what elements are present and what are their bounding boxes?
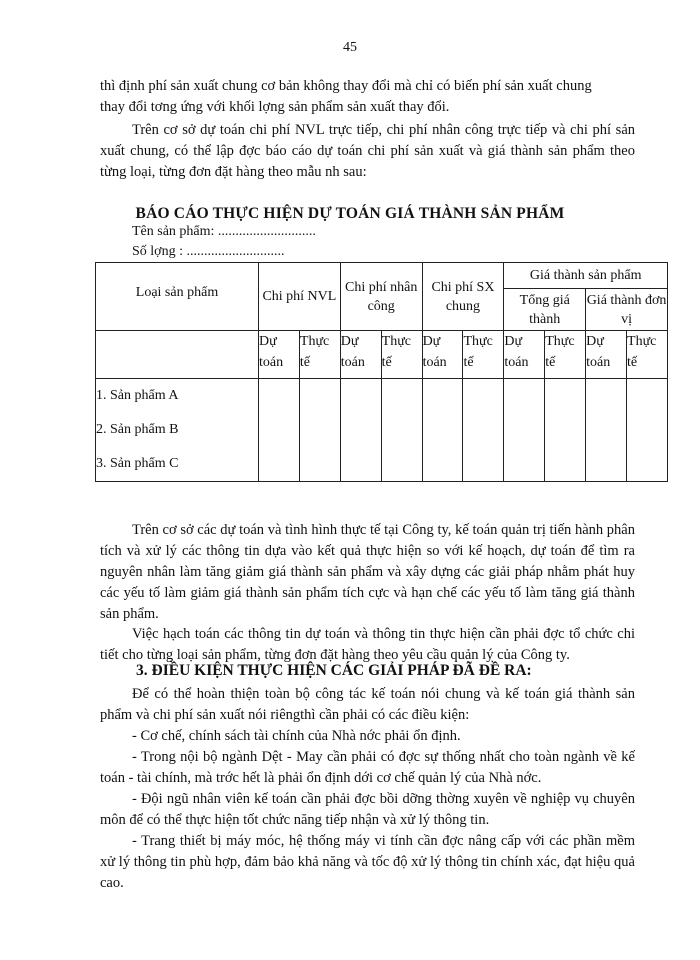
quantity-field: Số lợng : ............................ [132, 244, 285, 259]
table-row-product-b: 2. Sản phẩm B [96, 422, 179, 437]
col-header-product: Loại sản phẩm [96, 263, 259, 331]
table-cell [545, 379, 586, 482]
table-cell [504, 379, 545, 482]
page-number: 45 [343, 40, 357, 55]
sub-header-estimate: Dự toán [259, 331, 300, 379]
report-title: BÁO CÁO THỰC HIỆN DỰ TOÁN GIÁ THÀNH SẢN PHẨM [135, 205, 565, 222]
product-rows-cell [96, 379, 259, 482]
table-cell [340, 379, 381, 482]
col-header-total-cost: Tổng giá thành [504, 289, 586, 331]
cost-report-table [95, 262, 668, 482]
condition-item-1: - Cơ chế, chính sách tài chính của Nhà nớc phải ổn định. [132, 728, 461, 744]
table-cell [627, 379, 668, 482]
intro-line-1: thì định phí sản xuất chung cơ bản không thay đổi mà chỉ có biến phí sản xuất chung [100, 78, 592, 94]
condition-item-2: - Trong nội bộ ngành Dệt - May cần phải có đợc sự thống nhất cho toàn ngành về kế toán - tài chính, mà trớc hết là phải ổn định dới cơ chế quản lý của Nhà nớc. [100, 749, 635, 786]
sub-header-actual: Thực tế [627, 331, 668, 379]
table-cell [259, 379, 300, 482]
intro-line-2: thay đổi tơng ứng với khối lợng sản phẩm sản xuất thay đổi. [100, 99, 450, 115]
paragraph-analysis: Trên cơ sở các dự toán và tình hình thực tế tại Công ty, kế toán quản trị tiến hành phân tích và xử lý các thông tin dựa vào kết quả thực hiện so với kế hoạch, dự toán để tìm ra nguyên nhân làm tăng giảm giá thành sản phẩm và xây dựng các giải pháp nhằm phát huy các yếu tố làm giảm giá thành sản phẩm tích cực và hạn chế các yếu tố làm tăng giá thành sản phẩm. [100, 522, 635, 622]
sub-header-actual: Thực tế [545, 331, 586, 379]
col-header-overhead: Chi phí SX chung [422, 263, 504, 331]
table-cell [463, 379, 504, 482]
blank-header-cell [96, 331, 259, 379]
paragraph-estimate-report: Trên cơ sở dự toán chi phí NVL trực tiếp, chi phí nhân công trực tiếp và chi phí sản xuất chung, có thể lập đợc báo cáo dự toán chi phí sản xuất và giá thành sản phẩm theo từng loại, từng đơn đặt hàng theo mẫu nh sau: [100, 122, 635, 180]
col-header-unit-cost: Giá thành đơn vị [586, 289, 668, 331]
sub-header-actual: Thực tế [381, 331, 422, 379]
table-cell [586, 379, 627, 482]
sub-header-estimate: Dự toán [340, 331, 381, 379]
section-heading-conditions: 3. ĐIỀU KIỆN THỰC HIỆN CÁC GIẢI PHÁP ĐÃ ĐỀ RA: [136, 662, 532, 679]
col-header-nvl: Chi phí NVL [259, 263, 341, 331]
sub-header-actual: Thực tế [299, 331, 340, 379]
product-name-field: Tên sản phẩm: ............................ [132, 224, 316, 239]
sub-header-actual: Thực tế [463, 331, 504, 379]
paragraph-detailed-accounting: Việc hạch toán các thông tin dự toán và thông tin thực hiện cần phải đợc tổ chức chi tiết cho từng loại sản phẩm, từng đơn đặt hàng theo yêu cầu quản lý của Công ty. [100, 626, 635, 663]
col-header-labor: Chi phí nhân công [340, 263, 422, 331]
condition-item-3: - Đội ngũ nhân viên kế toán cần phải đợc bồi dỡng thờng xuyên về nghiệp vụ chuyên môn để có thể thực hiện tốt chức năng tiếp nhận và xử lý thông tin. [100, 791, 635, 828]
condition-item-4: - Trang thiết bị máy móc, hệ thống máy vi tính cần đợc nâng cấp với các phần mềm xử lý thông tin phù hợp, đảm bảo khả năng và tốc độ xử lý thông tin chính xác, đạt hiệu quả cao. [100, 833, 635, 891]
paragraph-conditions-intro: Để có thể hoàn thiện toàn bộ công tác kế toán nói chung và kế toán giá thành sản phẩm và chi phí sản xuất nói riêngthì cần phải có các điều kiện: [100, 686, 635, 723]
table-cell [299, 379, 340, 482]
table-cell [381, 379, 422, 482]
col-header-product-cost: Giá thành sản phẩm [504, 263, 668, 289]
sub-header-estimate: Dự toán [422, 331, 463, 379]
table-cell [422, 379, 463, 482]
sub-header-estimate: Dự toán [504, 331, 545, 379]
table-row-product-c: 3. Sản phẩm C [96, 456, 179, 471]
sub-header-estimate: Dự toán [586, 331, 627, 379]
table-row-product-a: 1. Sản phẩm A [96, 388, 179, 403]
